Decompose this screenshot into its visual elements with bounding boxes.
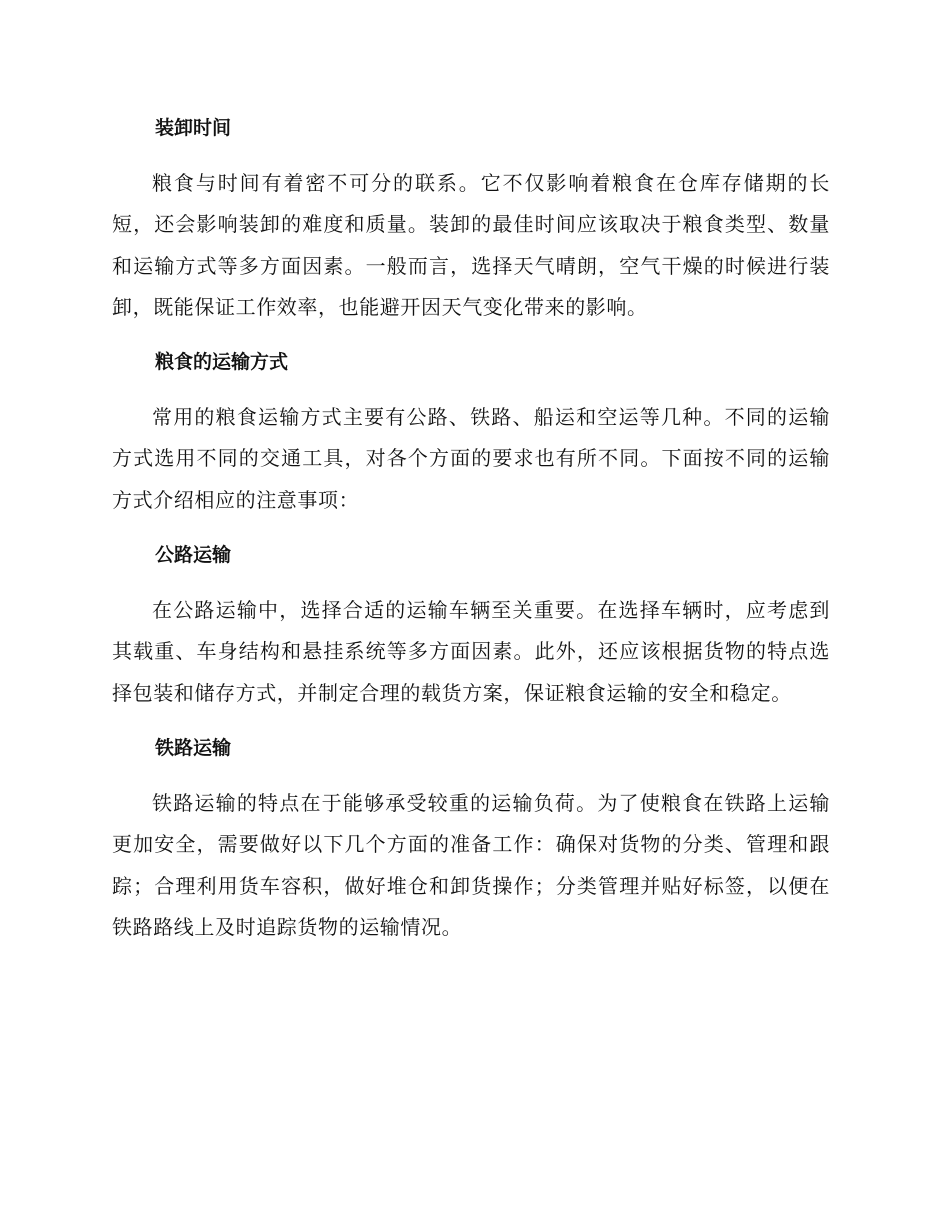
spacer <box>112 383 830 397</box>
spacer <box>112 714 830 728</box>
section-heading-transport-methods: 粮食的运输方式 <box>155 351 289 374</box>
section-body-road-transport: 在公路运输中，选择合适的运输车辆至关重要。在选择车辆时，应考虑到其载重、车身结构和悬挂系统等多方面因素。此外，还应该根据货物的特点选择包装和储存方式，并制定合理的载货方案，保证粮食运输的安全和稳定。 <box>112 598 830 705</box>
section-heading-loading-time: 装卸时间 <box>155 117 232 139</box>
section-heading-road-transport: 公路运输 <box>155 544 232 567</box>
spacer <box>112 328 830 342</box>
spacer <box>112 576 830 590</box>
spacer <box>112 149 830 163</box>
document-content <box>112 108 830 948</box>
section-body-rail-transport: 铁路运输的特点在于能够承受较重的运输负荷。为了使粮食在铁路上运输更加安全，需要做好以下几个方面的准备工作：确保对货物的分类、管理和跟踪；合理利用货车容积，做好堆仓和卸货操作；分类管理并贴好标签，以便在铁路路线上及时追踪货物的运输情况。 <box>112 790 830 939</box>
section-body-transport-methods: 常用的粮食运输方式主要有公路、铁路、船运和空运等几种。不同的运输方式选用不同的交通工具，对各个方面的要求也有所不同。下面按不同的运输方式介绍相应的注意事项： <box>112 405 830 512</box>
section-body-loading-time: 粮食与时间有着密不可分的联系。它不仅影响着粮食在仓库存储期的长短，还会影响装卸的难度和质量。装卸的最佳时间应该取决于粮食类型、数量和运输方式等多方面因素。一般而言，选择天气晴朗，空气干燥的时候进行装卸，既能保证工作效率，也能避开因天气变化带来的影响。 <box>112 171 830 319</box>
spacer <box>112 521 830 535</box>
section-heading-rail-transport: 铁路运输 <box>155 736 232 759</box>
spacer <box>112 769 830 783</box>
